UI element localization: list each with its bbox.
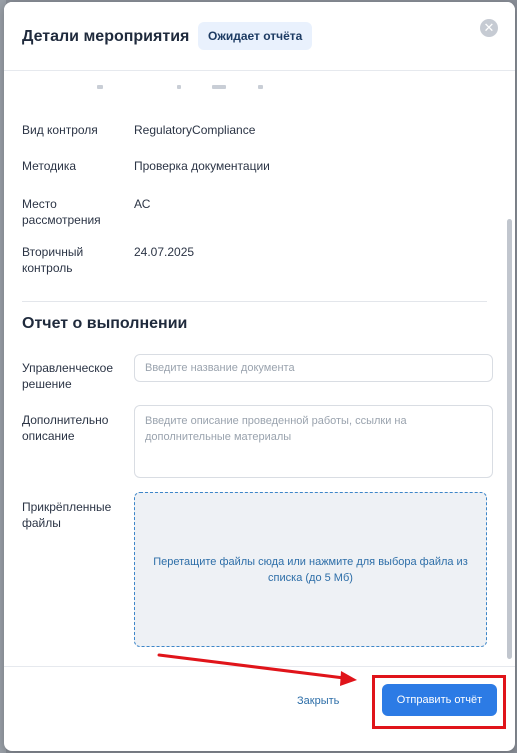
scrollbar-thumb[interactable] bbox=[507, 219, 512, 659]
description-textarea[interactable] bbox=[134, 405, 493, 478]
modal-body bbox=[4, 71, 515, 665]
detail-value: АС bbox=[134, 197, 151, 211]
detail-value: 24.07.2025 bbox=[134, 245, 195, 259]
detail-label: Вторичный контроль bbox=[22, 245, 84, 275]
detail-label: Место рассмотрения bbox=[22, 197, 101, 227]
status-badge: Ожидает отчёта bbox=[198, 22, 312, 50]
decision-input[interactable] bbox=[134, 354, 493, 382]
report-section-title: Отчет о выполнении bbox=[22, 315, 188, 332]
close-icon[interactable]: ✕ bbox=[480, 19, 498, 37]
submit-report-button[interactable]: Отправить отчёт bbox=[382, 684, 497, 716]
section-divider bbox=[22, 301, 487, 302]
file-dropzone[interactable] bbox=[134, 492, 487, 647]
description-label: Дополнительно описание bbox=[22, 413, 109, 443]
decision-label: Управленческое решение bbox=[22, 361, 113, 391]
clipped-detail-row bbox=[22, 85, 292, 91]
detail-value: Проверка документации bbox=[134, 159, 270, 173]
detail-label: Вид контроля bbox=[22, 123, 98, 137]
dropzone-text: Перетащите файлы сюда или нажмите для выбора файла из списка (до 5 Мб) bbox=[153, 555, 468, 584]
modal-header bbox=[4, 2, 515, 71]
modal-title: Детали мероприятия bbox=[22, 28, 190, 45]
modal-footer bbox=[4, 666, 515, 751]
detail-label: Методика bbox=[22, 159, 77, 173]
close-button[interactable]: Закрыть bbox=[297, 695, 340, 707]
detail-value: RegulatoryCompliance bbox=[134, 123, 256, 137]
files-label: Прикрёпленные файлы bbox=[22, 500, 112, 530]
event-details-modal bbox=[4, 2, 515, 751]
